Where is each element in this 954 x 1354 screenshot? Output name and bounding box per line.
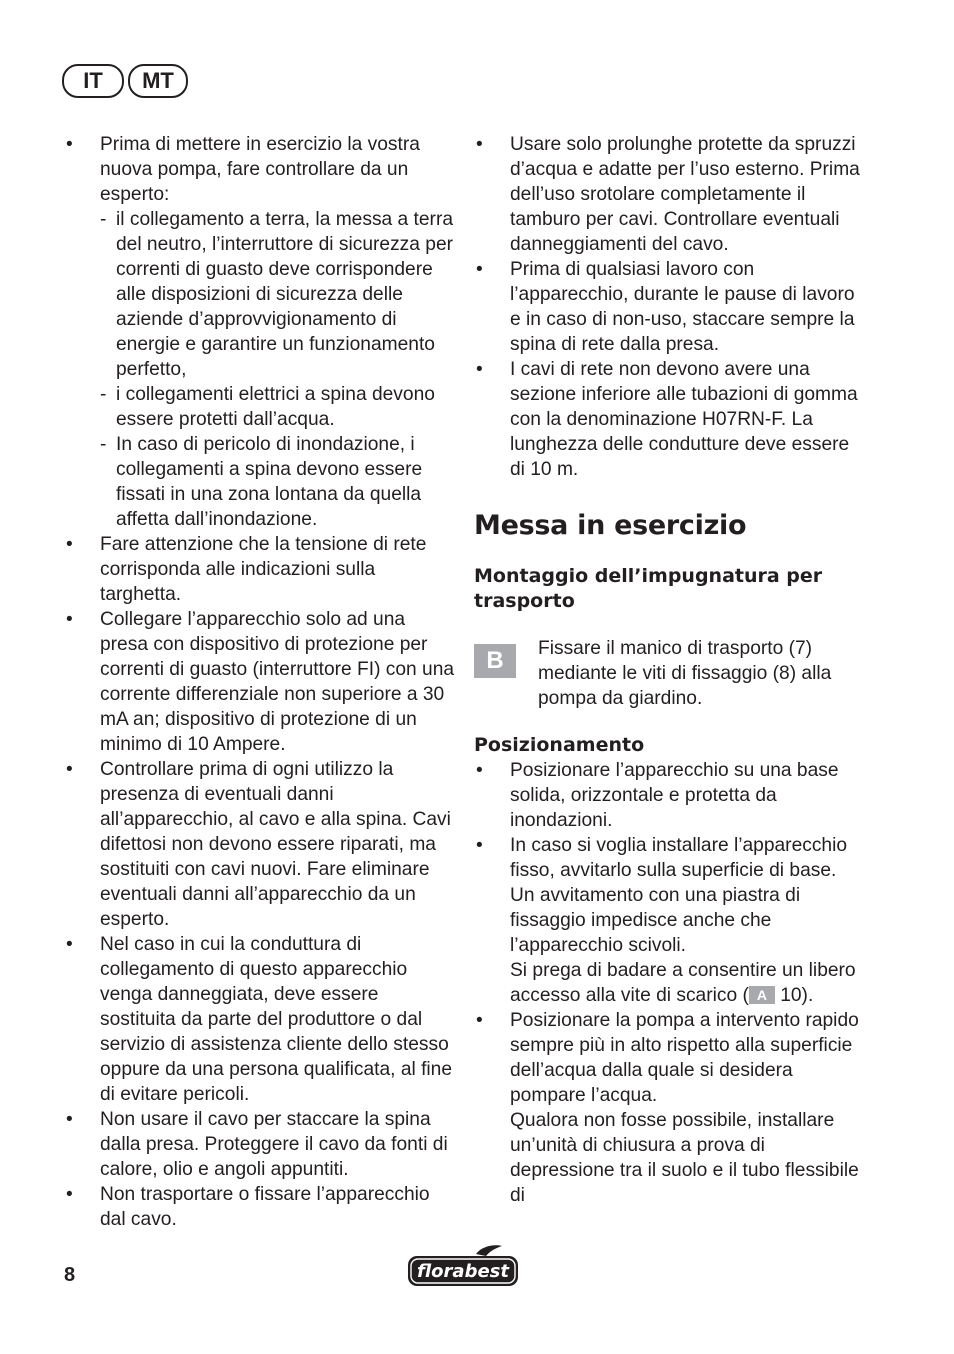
list-item — [474, 1008, 862, 1208]
list-item: • Prima di qualsiasi lavoro con l’apparecchio, durante le pause di lavoro e in caso di non-uso, staccare sempre la spina di rete dalla presa. — [474, 257, 862, 357]
language-badge-mt: MT — [128, 64, 188, 98]
positioning-heading: Posizionamento — [474, 734, 645, 756]
mounting-heading: Montaggio dell’impugnatura per trasporto — [474, 565, 823, 612]
list-item-text: • In caso si voglia installare l’apparecchio fisso, avvitarlo sulla superficie di base. Un avvitamento con una piastra di fissaggio impedisce anche che l’apparecchio scivoli. — [510, 835, 848, 956]
list-item-text: • Posizionare la pompa a intervento rapido sempre più in alto rispetto alla superficie dell’acqua dalla quale si desidera pompare l’acqua. — [510, 1010, 859, 1106]
note-text: 10). — [780, 985, 814, 1006]
list-item: • Usare solo prolunghe protette da spruzzi d’acqua e adatte per l’uso esterno. Prima dell’uso srotolare completamente il tamburo per cavi. Controllare eventuali danneggiamenti del cavo. — [474, 132, 862, 257]
sub-list-item: - i collegamenti elettrici a spina devono essere protetti dall’acqua. — [100, 382, 456, 432]
safety-list-right — [474, 132, 862, 482]
list-item: • Non usare il cavo per staccare la spina dalla presa. Proteggere il cavo da fonti di calore, olio e angoli appuntiti. — [64, 1107, 456, 1182]
list-item-note — [510, 958, 862, 1008]
section-title: Messa in esercizio — [474, 510, 747, 541]
sub-list-item: - In caso di pericolo di inondazione, i collegamenti a spina devono essere fissati in una zona lontana da quella affetta dall’inondazione. — [100, 432, 456, 532]
note-text: Si prega di badare a consentire un libero accesso alla vite di scarico ( — [510, 960, 856, 1006]
list-item-note: Qualora non fosse possibile, installare un’unità di chiusura a prova di depressione tra il suolo e il tubo flessibile di — [510, 1110, 859, 1206]
mounting-text: Fissare il manico di trasporto (7) mediante le viti di fissaggio (8) alla pompa da giardino. — [538, 638, 832, 709]
list-item: • Controllare prima di ogni utilizzo la presenza di eventuali danni all’apparecchio, al cavo e alla spina. Cavi difettosi non devono essere riparati, ma sostituiti con cavi nuovi. Fare eliminare eventuali danni all’apparecchio da un esperto. — [64, 757, 456, 932]
florabest-logo — [406, 1244, 520, 1288]
language-badge-it: IT — [62, 64, 124, 98]
list-item-text: Prima di mettere in esercizio la vostra nuova pompa, fare controllare da un esperto: — [100, 134, 420, 205]
list-item — [64, 132, 456, 532]
logo-text: florabest — [417, 1261, 509, 1282]
sub-list — [100, 207, 456, 532]
list-item: • Posizionare l’apparecchio su una base solida, orizzontale e protetta da inondazioni. — [474, 758, 862, 833]
list-item — [474, 833, 862, 1008]
mounting-instruction — [474, 636, 862, 711]
sub-list-item: - il collegamento a terra, la messa a terra del neutro, l’interruttore di sicurezza per correnti di guasto deve corrispondere alle disposizioni di sicurezza delle aziende d’approvvigionamento di energie e garantire un funzionamento perfetto, — [100, 207, 456, 382]
left-column — [64, 132, 456, 1232]
safety-list-left — [64, 132, 456, 1232]
list-item: • I cavi di rete non devono avere una sezione inferiore alle tubazioni di gomma con la denominazione H07RN-F. La lunghezza delle condutture deve essere di 10 m. — [474, 357, 862, 482]
page-number: 8 — [64, 1264, 76, 1286]
right-column — [474, 132, 862, 1208]
list-item: • Non trasportare o fissare l’apparecchio dal cavo. — [64, 1182, 456, 1232]
list-item: • Collegare l’apparecchio solo ad una presa con dispositivo di protezione per correnti di guasto (interruttore FI) con una corrente differenziale non superiore a 30 mA an; dispositivo di protezione di un minimo di 10 Ampere. — [64, 607, 456, 757]
positioning-list — [474, 758, 862, 1208]
figure-reference-badge: A — [749, 986, 775, 1004]
list-item: • Nel caso in cui la conduttura di collegamento di questo apparecchio venga danneggiata, deve essere sostituita da parte del produttore o dal servizio di assistenza cliente dello stesso oppure da una persona qualificata, al fine di evitare pericoli. — [64, 932, 456, 1107]
figure-reference-badge: B — [474, 644, 516, 678]
list-item: • Fare attenzione che la tensione di rete corrisponda alle indicazioni sulla targhetta. — [64, 532, 456, 607]
